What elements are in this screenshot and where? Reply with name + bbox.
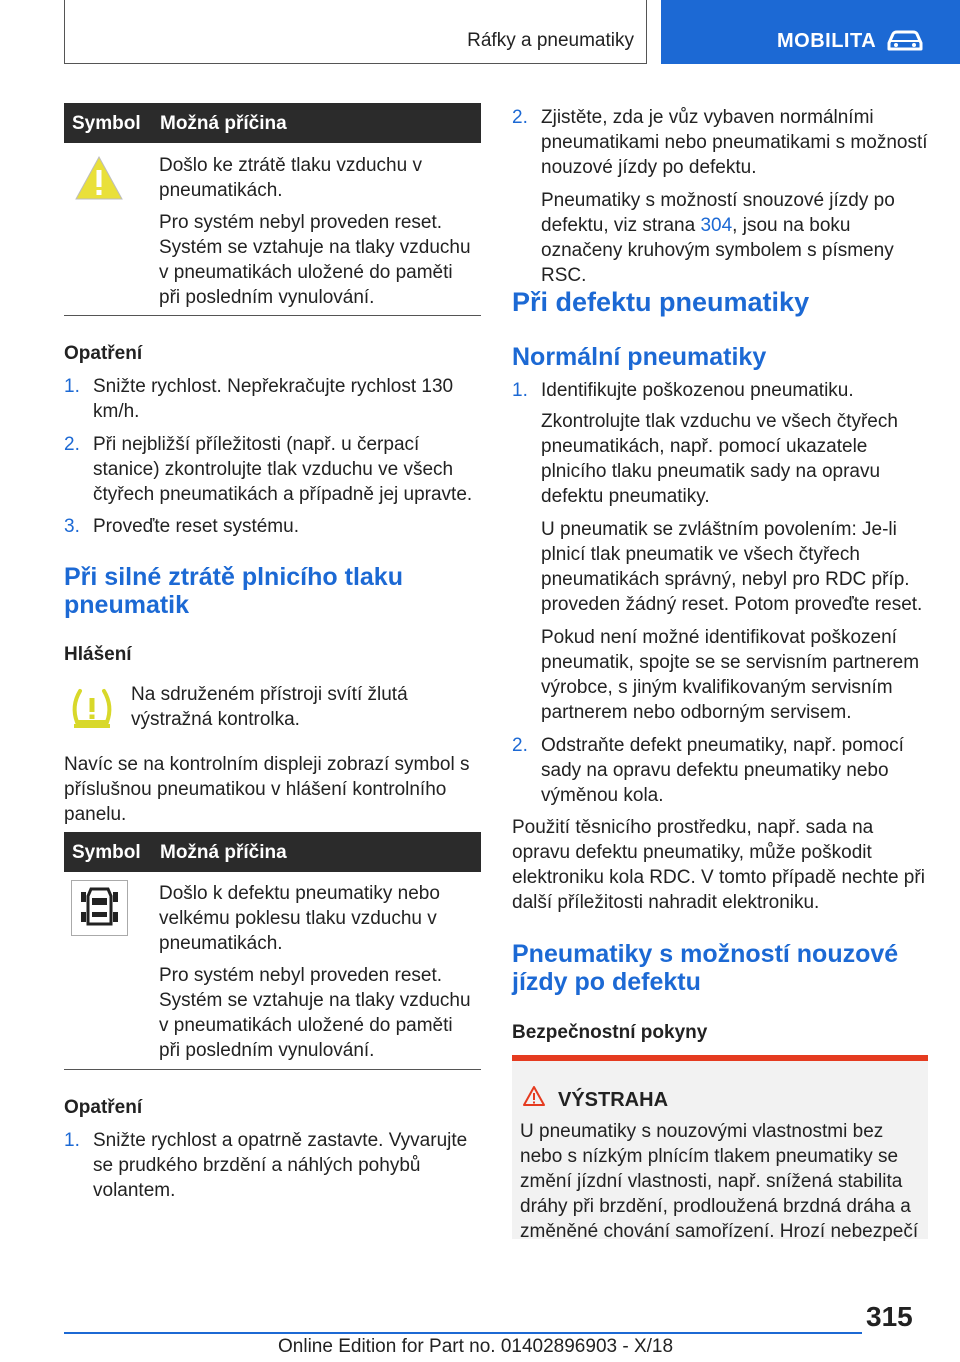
list-number: 1. — [64, 1130, 80, 1151]
section-badge-label: MOBILITA — [777, 30, 877, 52]
warning-triangle-icon — [73, 154, 125, 202]
list-number: 2. — [512, 107, 528, 128]
message-text: Na sdruženém přístroji svítí žlutá výstražná kontrolka. — [131, 684, 408, 730]
measures-heading: Opatření — [64, 1097, 143, 1118]
page-reference-link[interactable]: 304 — [700, 215, 733, 236]
cause-text-2: Pro systém nebyl proveden reset. Systém se vztahuje na tlaky vzduchu v pneumatikách uložené do paměti při posledním vynulování. — [159, 965, 471, 1061]
table-header — [64, 103, 481, 143]
list-continuation: Zkontrolujte tlak vzduchu ve všech čtyřech pneumatikách, např. pomocí ukazatele plnicího tlaku pneumatik sady na opravu defektu pneumatiky. — [541, 411, 898, 507]
warning-title: VÝSTRAHA — [558, 1089, 669, 1111]
paragraph: Použití těsnicího prostředku, např. sada na opravu defektu pneumatiky, může poškodit elektroniku kola RDC. V tomto případě nechte při další příležitosti nahradit elektroniku. — [512, 817, 925, 913]
section-badge — [661, 0, 960, 64]
section-heading: Při defektu pneumatiky — [512, 287, 810, 317]
footer-divider — [64, 1332, 862, 1334]
list-continuation: Pokud není možné identifikovat poškození pneumatik, spojte se se servisním partnerem výrobce, s jiným kvalifikovaným servisním partnerem nebo odborným servisem. — [541, 627, 920, 723]
warning-triangle-icon — [522, 1085, 546, 1107]
list-text: Snižte rychlost a opatrně zastavte. Vyvarujte se prudkého brzdění a náhlých pohybů volantem. — [93, 1130, 468, 1201]
subsection-heading: Pneumatiky s možností nouzové jízdy po defektu — [512, 940, 899, 996]
list-continuation: U pneumatik se zvláštním povolením: Je-li plnicí tlak pneumatik ve všech čtyřech pneumatikách správný, nebyl pro RDC příp. proveden žádný reset. Potom proveďte reset. — [541, 519, 923, 615]
paragraph: Navíc se na kontrolním displeji zobrazí symbol s příslušnou pneumatikou v hlášení kontrolního panelu. — [64, 754, 470, 825]
column-header-symbol: Symbol — [72, 842, 141, 863]
list-text: Proveďte reset systému. — [93, 516, 299, 537]
warning-text: U pneumatiky s nouzovými vlastnostmi bez nebo s nízkým plnícím tlakem pneumatiky se změní jízdní vlastnosti, např. snížená stabilita dráhy při brzdění, prodloužená brzdná dráha a změněné chování samořízení. Hrozí nebezpečí — [520, 1121, 919, 1242]
car-icon — [885, 30, 925, 52]
chapter-title: Ráfky a pneumatiky — [467, 30, 634, 51]
tire-pressure-warning-icon — [68, 686, 116, 730]
column-header-symbol: Symbol — [72, 113, 141, 134]
cause-text-1: Došlo ke ztrátě tlaku vzduchu v pneumatikách. — [159, 155, 422, 201]
list-text: Zjistěte, zda je vůz vybaven normálními pneumatikami nebo pneumatikami s možností nouzové jízdy po defektu. — [541, 107, 928, 178]
column-header-cause: Možná příčina — [160, 113, 287, 134]
cause-text-2: Pro systém nebyl proveden reset. Systém se vztahuje na tlaky vzduchu v pneumatikách uložené do paměti při posledním vynulování. — [159, 212, 471, 308]
table-divider — [64, 1069, 481, 1070]
list-number: 1. — [512, 380, 528, 401]
subheading: Hlášení — [64, 644, 132, 665]
list-number: 1. — [64, 376, 80, 397]
list-number: 2. — [512, 735, 528, 756]
edition-note: Online Edition for Part no. 01402896903 - X/18 — [278, 1336, 674, 1357]
page-number: 315 — [866, 1301, 913, 1332]
list-text: Snižte rychlost. Nepřekračujte rychlost 130 km/h. — [93, 376, 454, 422]
list-number: 2. — [64, 434, 80, 455]
vehicle-tire-defect-icon — [71, 880, 128, 936]
warning-box — [512, 1055, 928, 1242]
list-number: 3. — [64, 516, 80, 537]
table-header — [64, 832, 481, 872]
list-text: Identifikujte poškozenou pneumatiku. — [541, 380, 854, 401]
continuation-text: , jsou na boku označeny kruhovým symbolem s písmeny RSC. — [541, 215, 894, 286]
cause-text-1: Došlo k defektu pneumatiky nebo velkému poklesu tlaku vzduchu v pneumatikách. — [159, 883, 440, 954]
list-text: Odstraňte defekt pneumatiky, např. pomocí sady na opravu defektu pneumatiky nebo výměnou kola. — [541, 735, 904, 806]
list-continuation — [541, 188, 928, 288]
subheading: Bezpečnostní pokyny — [512, 1022, 708, 1043]
list-text: Při nejbližší příležitosti (např. u čerpací stanice) zkontrolujte tlak vzduchu ve všech čtyřech pneumatikách a případně jej upravte. — [93, 434, 473, 505]
column-header-cause: Možná příčina — [160, 842, 287, 863]
measures-heading: Opatření — [64, 343, 143, 364]
table-divider — [64, 315, 481, 316]
continuation-text: Pneumatiky s možností snouzové jízdy po defektu, viz strana — [541, 190, 895, 236]
header-chapter-box — [64, 0, 647, 64]
section-heading: Při silné ztrátě plnicího tlaku pneumatik — [64, 563, 403, 619]
subsection-heading: Normální pneumatiky — [512, 343, 767, 371]
